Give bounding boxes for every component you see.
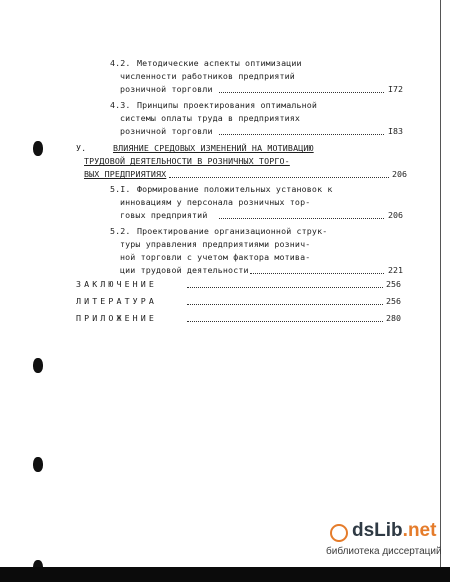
dslib-logo-icon [330,524,348,542]
toc-page-number: 221 [388,265,403,275]
punch-hole [33,358,43,373]
toc-number: 5.I. [110,184,131,194]
toc-page-number: I83 [388,126,403,136]
toc-title-line: численности работников предприятий [120,71,295,81]
toc-page-number: 256 [386,279,401,289]
dslib-caption: библиотека диссертаций [326,546,442,557]
toc-leader-dots [219,92,384,93]
toc-number: У. [76,143,87,153]
toc-page-number: 206 [392,169,407,179]
toc-title-line: розничной торговли [120,126,213,136]
toc-title-line: инновациям у персонала розничных тор- [120,197,311,207]
toc-title-line: ПРИЛОЖЕНИЕ [76,313,157,323]
dslib-watermark [300,520,440,566]
toc-leader-dots [219,218,384,219]
page-edge-line [440,0,441,582]
toc-title-line: ВЫХ ПРЕДПРИЯТИЯХ [84,169,167,179]
toc-leader-dots [187,321,383,322]
toc-title-line: говых предприятий [120,210,208,220]
toc-title-line: ТРУДОВОЙ ДЕЯТЕЛЬНОСТИ В РОЗНИЧНЫХ ТОРГО- [84,156,290,166]
toc-page-number: I72 [388,84,403,94]
toc-leader-dots [250,273,384,274]
toc-title-line: Проектирование организационной струк- [137,226,328,236]
toc-leader-dots [187,287,383,288]
toc-title-line: ции трудовой деятельности [120,265,249,275]
toc-title-line: Принципы проектирования оптимальной [137,100,318,110]
toc-leader-dots [187,304,383,305]
toc-leader-dots [169,177,389,178]
toc-title-line: ВЛИЯНИЕ СРЕДОВЫХ ИЗМЕНЕНИЙ НА МОТИВАЦИЮ [113,143,314,153]
punch-hole [33,141,43,156]
toc-title-line: туры управления предприятиями рознич- [120,239,311,249]
toc-page-number: 206 [388,210,403,220]
toc-title-line: ЛИТЕРАТУРА [76,296,157,306]
toc-leader-dots [219,134,384,135]
dslib-logo-text: dsLib.net [352,520,437,541]
toc-number: 4.3. [110,100,131,110]
toc-title-line: ной торговли с учетом фактора мотива- [120,252,311,262]
toc-number: 4.2. [110,58,131,68]
scan-bottom-edge [0,567,450,582]
toc-title-line: ЗАКЛЮЧЕНИЕ [76,279,157,289]
toc-title-line: розничной торговли [120,84,213,94]
toc-number: 5.2. [110,226,131,236]
punch-hole [33,457,43,472]
toc-title-line: системы оплаты труда в предприятиях [120,113,301,123]
toc-title-line: Методические аспекты оптимизации [137,58,302,68]
toc-title-line: Формирование положительных установок к [137,184,333,194]
toc-page-number: 256 [386,296,401,306]
toc-page-number: 280 [386,313,401,323]
